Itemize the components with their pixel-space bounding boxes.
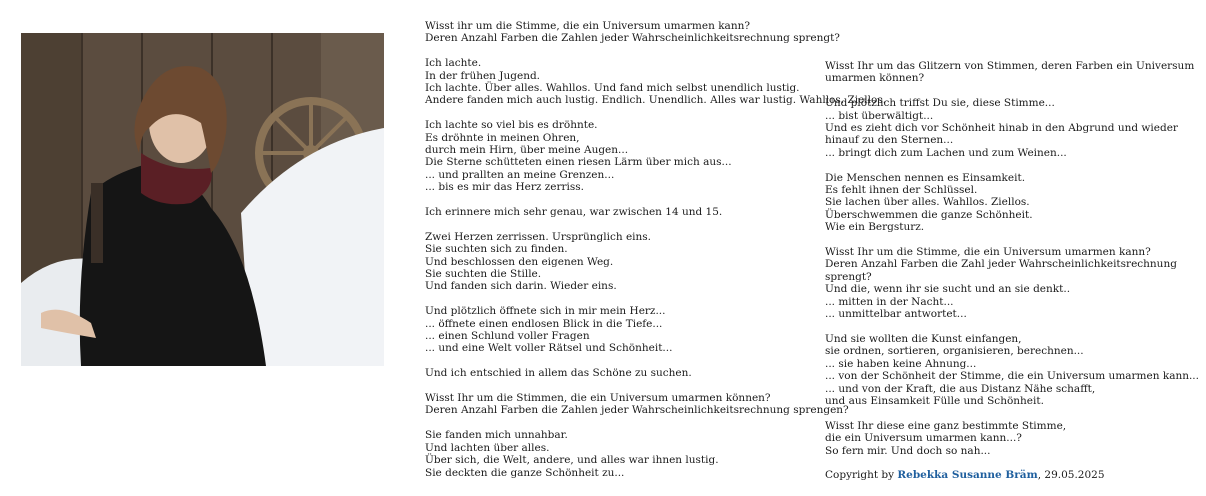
- poem-line: Sie fanden mich unnahbar.: [425, 429, 568, 442]
- poem-line: Wisst Ihr um das Glitzern von Stimmen, deren Farben ein Universum umarmen können?: [825, 60, 1195, 85]
- poem-line: ... von der Schönheit der Stimme, die ein Universum umarmen kann...: [825, 370, 1199, 383]
- poem-line: Wisst Ihr diese eine ganz bestimmte Stimme,: [825, 419, 1067, 432]
- poem-line: durch mein Hirn, über meine Augen...: [425, 144, 629, 157]
- poem-stanza: [825, 333, 1200, 407]
- poem-line: In der frühen Jugend.: [425, 69, 541, 82]
- poem-line: Über sich, die Welt, andere, und alles war ihnen lustig.: [425, 454, 719, 467]
- poem-line: Überschwemmen die ganze Schönheit.: [825, 208, 1033, 221]
- poem-line: Und plötzlich öffnete sich in mir mein Herz...: [425, 305, 666, 318]
- poem-line: Sie deckten die ganze Schönheit zu...: [425, 466, 625, 479]
- copyright-line: [825, 469, 1200, 481]
- poem-line: ... und prallten an meine Grenzen...: [425, 168, 615, 181]
- author-link[interactable]: Rebekka Susanne Bräm: [897, 469, 1038, 482]
- poem-line: Und beschlossen den eigenen Weg.: [425, 255, 614, 268]
- poem-stanza: [425, 429, 810, 479]
- poem-line: Sie suchten die Stille.: [425, 268, 542, 281]
- poem-stanza: [425, 206, 810, 218]
- poem-line: und aus Einsamkeit Fülle und Schönheit.: [825, 394, 1044, 407]
- poem-stanza: [425, 392, 849, 417]
- poem-line: Andere fanden mich auch lustig. Endlich. Unendlich. Alles war lustig. Wahllos. Ziellos.: [425, 94, 887, 107]
- poem-right-column: [825, 60, 1200, 482]
- poem-line: ... unmittelbar antwortet...: [825, 308, 967, 321]
- poem-stanza: [825, 420, 1200, 457]
- poem-line: ... sie haben keine Ahnung...: [825, 357, 977, 370]
- portrait-photo: [21, 33, 384, 366]
- poem-line: Und fanden sich darin. Wieder eins.: [425, 280, 617, 293]
- poem-line: Sie suchten sich zu finden.: [425, 243, 568, 256]
- copyright-prefix: Copyright by: [825, 469, 898, 482]
- poem-line: Und plötzlich triffst Du sie, diese Stimme...: [825, 97, 1055, 110]
- poem-line: Es dröhnte in meinen Ohren,: [425, 131, 580, 144]
- poem-line: Wisst Ihr um die Stimmen, die ein Universum umarmen können?: [425, 392, 771, 405]
- poem-line: Ich lachte so viel bis es dröhnte.: [425, 119, 598, 132]
- poem-stanza: [425, 57, 887, 107]
- poem-line: Sie lachen über alles. Wahllos. Ziellos.: [825, 196, 1030, 209]
- poem-stanza: [425, 231, 810, 293]
- poem-line: Die Menschen nennen es Einsamkeit.: [825, 171, 1026, 184]
- poem-line: Wisst Ihr um die Stimme, die ein Universum umarmen kann?: [825, 246, 1151, 259]
- poem-stanza: [825, 97, 1200, 159]
- poem-line: Wisst ihr um die Stimme, die ein Universum umarmen kann?: [425, 20, 750, 32]
- poem-line: Und lachten über alles.: [425, 441, 550, 454]
- poem-line: ... öffnete einen endlosen Blick in die Tiefe...: [425, 317, 663, 330]
- poem-line: ... mitten in der Nacht...: [825, 295, 954, 308]
- poem-line: Zwei Herzen zerrissen. Ursprünglich eins.: [425, 230, 652, 243]
- poem-line: ... und von der Kraft, die aus Distanz Nähe schafft,: [825, 382, 1096, 395]
- portrait-photo-icon: [21, 33, 384, 366]
- poem-line: sie ordnen, sortieren, organisieren, berechnen...: [825, 345, 1084, 358]
- poem-line: die ein Universum umarmen kann...?: [825, 432, 1022, 445]
- poem-line: ... und eine Welt voller Rätsel und Schönheit...: [425, 342, 673, 355]
- poem-line: ... bringt dich zum Lachen und zum Weinen...: [825, 146, 1067, 159]
- poem-line: Und es zieht dich vor Schönheit hinab in den Abgrund und wieder hinauf zu den Sternen...: [825, 122, 1178, 147]
- poem-line: Deren Anzahl Farben die Zahlen jeder Wahrscheinlichkeitsrechnung sprengen?: [425, 404, 849, 417]
- poem-line: ... bist überwältigt...: [825, 109, 934, 122]
- poem-stanza: [825, 172, 1200, 234]
- poem-line: Deren Anzahl Farben die Zahl jeder Wahrscheinlichkeitsrechnung sprengt?: [825, 258, 1177, 283]
- poem-stanza: [825, 60, 1200, 85]
- poem-line: Und ich entschied in allem das Schöne zu suchen.: [425, 367, 692, 380]
- poem-line: Und die, wenn ihr sie sucht und an sie denkt..: [825, 283, 1071, 296]
- poem-stanza: [825, 246, 1200, 320]
- poem-line: Ich lachte.: [425, 57, 482, 70]
- poem-line: ... einen Schlund voller Fragen: [425, 330, 590, 343]
- poem-line: Die Sterne schütteten einen riesen Lärm über mich aus...: [425, 156, 732, 169]
- poem-line: Und sie wollten die Kunst einfangen,: [825, 332, 1022, 345]
- poem-line: ... bis es mir das Herz zerriss.: [425, 181, 584, 194]
- poem-stanza: [425, 305, 810, 355]
- poem-stanza: [425, 367, 810, 379]
- poem-line: Deren Anzahl Farben die Zahlen jeder Wahrscheinlichkeitsrechnung sprengt?: [425, 32, 840, 45]
- poem-line: So fern mir. Und doch so nah...: [825, 444, 991, 457]
- poem-stanza: [425, 20, 840, 45]
- poem-line: Es fehlt ihnen der Schlüssel.: [825, 184, 978, 197]
- poem-line: Wie ein Bergsturz.: [825, 221, 925, 234]
- copyright-date: , 29.05.2025: [1037, 469, 1105, 482]
- poem-stanza: [425, 119, 810, 193]
- poem-line: Ich erinnere mich sehr genau, war zwischen 14 und 15.: [425, 206, 723, 219]
- poem-line: Ich lachte. Über alles. Wahllos. Und fand mich selbst unendlich lustig.: [425, 82, 800, 95]
